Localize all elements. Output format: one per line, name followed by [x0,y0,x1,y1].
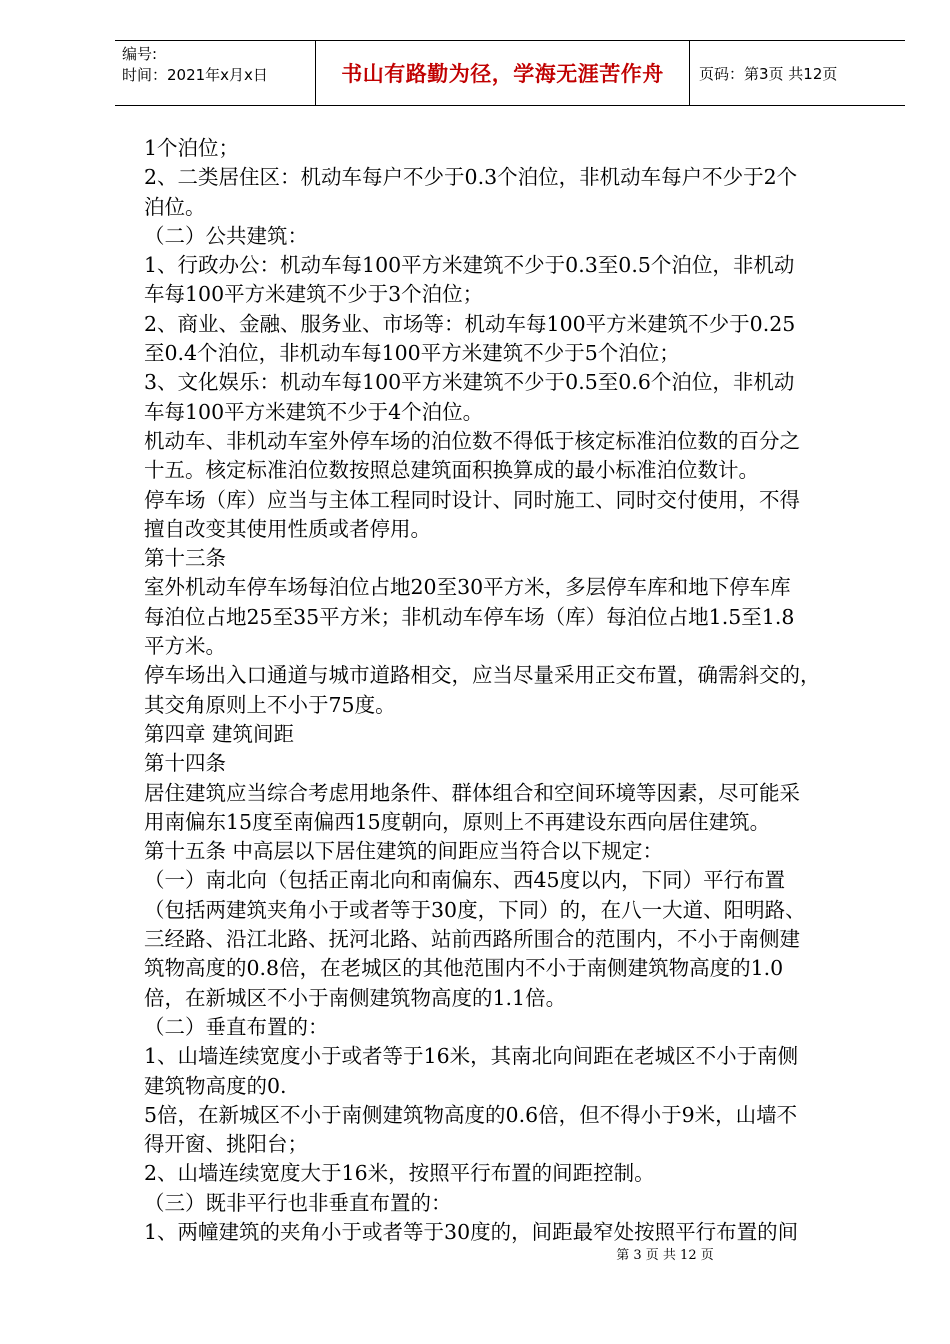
text-line: 1、两幢建筑的夹角小于或者等于30度的，间距最窄处按照平行布置的间 [144,1219,799,1244]
serial-label: 编号: [122,45,158,63]
text-line: 居住建筑应当综合考虑用地条件、群体组合和空间环境等因素，尽可能采 [144,780,800,805]
text-line: （二）公共建筑： [144,223,308,248]
header-page-info: 页码：第3页 共12页 [699,64,838,83]
page-header [115,40,905,106]
page-footer: 第 3 页 共 12 页 [616,1248,714,1263]
text-line: 室外机动车停车场每泊位占地20至30平方米，多层停车库和地下停车库 [144,575,791,600]
text-line: 平方米。 [144,634,226,659]
text-line: 第十四条 [144,751,226,776]
text-line: 1、山墙连续宽度小于或者等于16米，其南北向间距在老城区不小于南侧 [144,1044,799,1069]
text-line: 停车场出入口通道与城市道路相交，应当尽量采用正交布置，确需斜交的， [144,663,821,688]
text-line: 2、山墙连续宽度大于16米，按照平行布置的间距控制。 [144,1161,655,1186]
text-line: 机动车、非机动车室外停车场的泊位数不得低于核定标准泊位数的百分之 [144,428,800,453]
text-line: 第十五条 中高层以下居住建筑的间距应当符合以下规定： [144,839,664,864]
text-line: 5倍，在新城区不小于南侧建筑物高度的0.6倍，但不得小于9米，山墙不 [144,1102,798,1127]
text-line: 2、商业、金融、服务业、市场等：机动车每100平方米建筑不少于0.25 [144,311,796,336]
text-line: 得开窗、挑阳台； [144,1132,308,1157]
text-line: 建筑物高度的0. [144,1073,287,1098]
text-line: 倍，在新城区不小于南侧建筑物高度的1.1倍。 [144,985,567,1010]
text-line: 车每100平方米建筑不少于4个泊位。 [144,399,484,424]
text-line: 至0.4个泊位，非机动车每100平方米建筑不少于5个泊位； [144,341,680,366]
text-line: 停车场（库）应当与主体工程同时设计、同时施工、同时交付使用，不得 [144,487,800,512]
text-line: 其交角原则上不小于75度。 [144,692,396,717]
text-line: 用南偏东15度至南偏西15度朝向，原则上不再建设东西向居住建筑。 [144,809,771,834]
text-line: 1个泊位； [144,136,240,160]
date-line: 时间：2021年x月x日 [122,66,268,84]
text-line: 泊位。 [144,194,206,219]
text-line: （包括两建筑夹角小于或者等于30度，下同）的，在八一大道、阳明路、 [144,897,806,922]
text-line: 每泊位占地25至35平方米；非机动车停车场（库）每泊位占地1.5至1.8 [144,604,795,629]
text-line: 第四章 建筑间距 [144,721,295,746]
text-line: 十五。核定标准泊位数按照总建筑面积换算成的最小标准泊位数计。 [144,458,759,483]
text-line: 3、文化娱乐：机动车每100平方米建筑不少于0.5至0.6个泊位，非机动 [144,370,795,395]
text-line: 三经路、沿江北路、抚河北路、站前西路所围合的范围内，不小于南侧建 [144,927,800,952]
text-line: 第十三条 [144,546,226,571]
header-motto: 书山有路勤为径，学海无涯苦作舟 [316,41,690,105]
header-meta [115,41,316,105]
text-line: 2、二类居住区：机动车每户不少于0.3个泊位，非机动车每户不少于2个 [144,165,798,190]
text-line: （一）南北向（包括正南北向和南偏东、西45度以内，下同）平行布置 [144,868,786,893]
text-line: 筑物高度的0.8倍，在老城区的其他范围内不小于南侧建筑物高度的1.0 [144,956,784,981]
text-line: （二）垂直布置的： [144,1014,329,1039]
text-line: 1、行政办公：机动车每100平方米建筑不少于0.3至0.5个泊位，非机动 [144,253,795,278]
document-body [144,134,884,1247]
text-line: 擅自改变其使用性质或者停用。 [144,516,431,541]
text-line: 车每100平方米建筑不少于3个泊位； [144,282,484,307]
text-line: （三）既非平行也非垂直布置的： [144,1190,452,1215]
